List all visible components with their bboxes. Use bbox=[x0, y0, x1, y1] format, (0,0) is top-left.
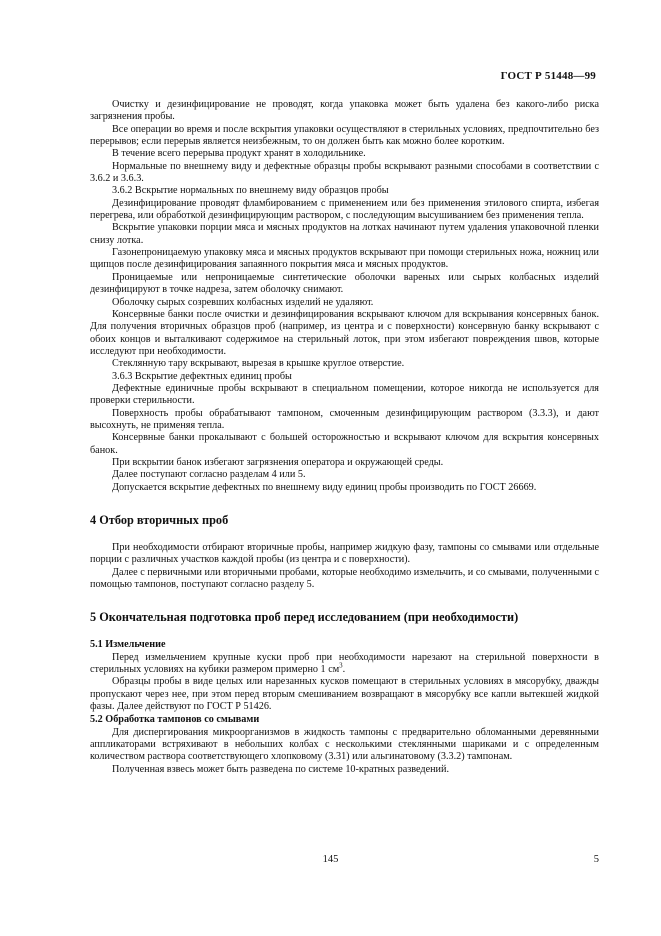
paragraph: Очистку и дезинфицирование не проводят, когда упаковка может быть удалена без какого-либо риска загрязнения пробы. bbox=[90, 99, 599, 123]
paragraph: Далее с первичными или вторичными пробами, которые необходимо измельчить, и со смывами, полученными с помощью тампонов, поступают согласно разделу 5. bbox=[90, 566, 599, 591]
sheet-number: 5 bbox=[593, 854, 599, 865]
paragraph: Образцы пробы в виде целых или нарезанных кусков помещают в стерильных условиях в мясорубку, дважды пропускают через нее, при этом перед вторым смешиванием возвращают в мясорубку все капли вытекшей жидкой фазы. Далее действуют по ГОСТ Р 51426. bbox=[90, 676, 599, 713]
paragraph: Нормальные по внешнему виду и дефектные образцы пробы вскрывают разными способами в соответствии с 3.6.2 и 3.6.3. bbox=[90, 160, 599, 185]
subsection-5-2-heading: 5.2 Обработка тампонов со смывами bbox=[90, 714, 260, 726]
paragraph bbox=[90, 652, 599, 677]
section-3-continued bbox=[90, 99, 599, 494]
superscript: 3 bbox=[339, 661, 343, 670]
page-number: 145 bbox=[322, 854, 339, 865]
paragraph-text: Перед измельчением крупные куски проб при необходимости нарезают на стерильной поверхности в стерильных условиях на кубики размером примерно 1 см bbox=[90, 651, 599, 676]
paragraph: Проницаемые или непроницаемые синтетические оболочки вареных или сырых колбасных изделий дезинфицируют в точке надреза, затем оболочку снимают. bbox=[90, 271, 599, 296]
paragraph: Консервные банки после очистки и дезинфицирования вскрывают ключом для вскрывания консервных банок. Для получения вторичных образцов проб (например, из центра и с поверхности) консервную банку вскрывают с обоих концов и выталкивают содержимое на стерильный лоток, при этом избегают повреждения швов, которые исследуют при необходимости. bbox=[90, 308, 599, 357]
paragraph: Вскрытие упаковки порции мяса и мясных продуктов на лотках начинают путем удаления упаковочной пленки снизу лотка. bbox=[90, 222, 599, 246]
paragraph: В течение всего перерыва продукт хранят в холодильнике. bbox=[112, 148, 366, 160]
paragraph: При вскрытии банок избегают загрязнения оператора и окружающей среды. bbox=[112, 456, 444, 468]
paragraph: Допускается вскрытие дефектных по внешнему виду единиц пробы производить по ГОСТ 26669. bbox=[112, 481, 537, 493]
paragraph: Все операции во время и после вскрытия упаковки осуществляют в стерильных условиях, предпочтительно без перерывов; если перерыв является неизбежным, то он должен быть как можно более коротким. bbox=[90, 123, 599, 148]
paragraph: Оболочку сырых созревших колбасных изделий не удаляют. bbox=[112, 296, 374, 308]
subsection-5-1-heading: 5.1 Измельчение bbox=[90, 639, 166, 651]
standard-code: ГОСТ Р 51448—99 bbox=[500, 70, 596, 82]
section-5-heading: 5 Окончательная подготовка проб перед исследованием (при необходимости) bbox=[90, 610, 519, 625]
subsection-title-3-6-2: 3.6.2 Вскрытие нормальных по внешнему виду образцов пробы bbox=[112, 185, 389, 197]
document-body bbox=[90, 99, 599, 776]
subsection-title-3-6-3: 3.6.3 Вскрытие дефектных единиц пробы bbox=[112, 370, 292, 382]
paragraph: Дефектные единичные пробы вскрывают в специальном помещении, которое никогда не используется для проверки стерильности. bbox=[90, 382, 599, 407]
paragraph-end: . bbox=[342, 664, 346, 676]
paragraph: Далее поступают согласно разделам 4 или 5. bbox=[112, 469, 306, 481]
paragraph: Консервные банки прокалывают с большей осторожностью и вскрывают ключом для вскрытия консервных банок. bbox=[90, 432, 599, 456]
paragraph: Стеклянную тару вскрывают, вырезая в крышке круглое отверстие. bbox=[112, 358, 405, 370]
paragraph: Газонепроницаемую упаковку мяса и мясных продуктов вскрывают при помощи стерильных ножа, ножниц или щипцов после дезинфицирования запаянного покрытия мяса и мясных продуктов. bbox=[90, 247, 599, 271]
paragraph: Полученная взвесь может быть разведена по системе 10-кратных разведений. bbox=[112, 763, 449, 775]
paragraph: Для диспергирования микроорганизмов в жидкость тампоны с предварительно обломанными деревянными аппликаторами встряхивают в небольших колбах с несколькими стеклянными шариками и с определенным количеством раствора соответствующего хлопковому (3.31) или альгинатовому (3.3.2) тампонам. bbox=[90, 726, 599, 763]
section-4-heading: 4 Отбор вторичных проб bbox=[90, 513, 229, 527]
paragraph: Дезинфицирование проводят фламбированием с применением или без применения этилового спирта, избегая перегрева, или обработкой дезинфицирующим раствором, с последующим высушиванием без применения тепла. bbox=[90, 197, 599, 222]
paragraph: Поверхность пробы обрабатывают тампоном, смоченным дезинфицирующим раствором (3.3.3), и дают высохнуть, не применяя тепла. bbox=[90, 407, 599, 431]
paragraph: При необходимости отбирают вторичные пробы, например жидкую фазу, тампоны со смывами или отдельные порции с различных участков каждой пробы (из центра и с поверхности). bbox=[90, 542, 599, 566]
